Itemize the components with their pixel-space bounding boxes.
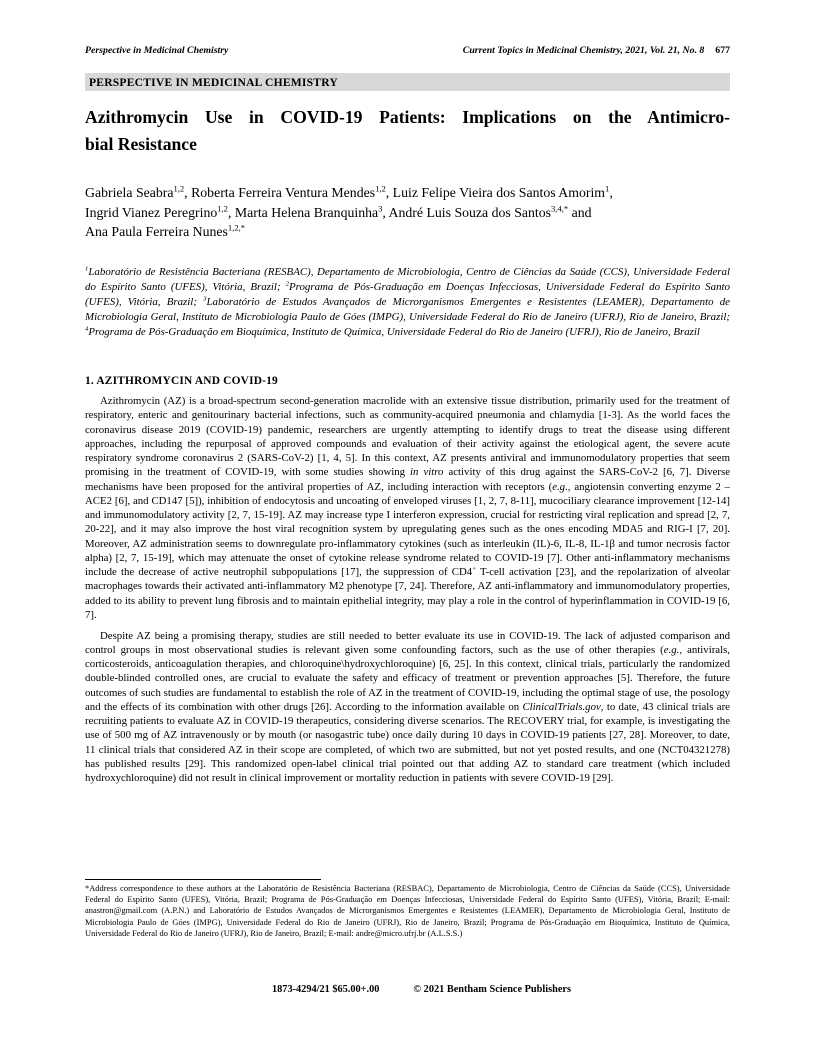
correspondence-footnote bbox=[85, 879, 730, 939]
article-title-line1: Azithromycin Use in COVID-19 Patients: Implications on the Antimicro- bbox=[85, 107, 730, 127]
intro-paragraph-2: Despite AZ being a promising therapy, studies are still needed to better evaluate its use in COVID-19. The lack of adjusted comparison and control groups in most observational studies is relevant given some confounding factors, such as the use of other therapies (e.g., antivirals, corticosteroids, anticoagulation therapies, and chloroquine\hydroxychloroquine) [6, 25]. In this context, clinical trials, particularly the randomized double-blinded controlled ones, are crucial to evaluate the safety and efficacy of treatment or prevention approaches [5]. Therefore, the future outcomes of such studies are fundamental to establish the role of AZ in the treatment of COVID-19, including the optimal stage of use, the posology and the effects of its combination with other drugs [26]. According to the information available on ClinicalTrials.gov, to date, 43 clinical trials are recruiting patients to evaluate AZ in COVID-19 therapeutics, considering diverse scenarios. The RECOVERY trial, for example, is investigating the use of 500 mg of AZ intravenously or by mouth (or nasogastric tube) once daily during 10 days in COVID-19 patients [27, 28]. Moreover, to date, 11 clinical trials that considered AZ in their scope are completed, of which two are submitted, but not yet posted results, and one (NCT04321278) has published results [29]. This randomized open-label clinical trial pointed out that adding AZ to standard care treatment (which included hydroxychloroquine) did not result in clinical improvement or mortality reduction in patients with severe COVID-19 [29]. bbox=[85, 629, 730, 784]
footnote-rule bbox=[85, 879, 321, 880]
section-banner bbox=[85, 73, 730, 91]
running-head-left: Perspective in Medicinal Chemistry bbox=[85, 45, 229, 56]
issn-price: 1873-4294/21 $65.00+.00 bbox=[272, 984, 380, 995]
journal-reference: Current Topics in Medicinal Chemistry, 2021, Vol. 21, No. 8 bbox=[462, 45, 705, 56]
section-1 bbox=[85, 375, 730, 785]
section-banner-label: PERSPECTIVE IN MEDICINAL CHEMISTRY bbox=[89, 76, 338, 89]
author-list: Gabriela Seabra$^{1,2}$, Roberta Ferreira Ventura Mendes$^{1,2}$, Luiz Felipe Vieira dos Santos Amorim$^1$, Ingrid Vianez Peregrino$^{1,2}$, Marta Helena Branquinha$^3$, André Luis Souza dos Santos$^{3,4,*}$ and Ana Paula Ferreira Nunes$^{1,2,*}$ bbox=[85, 183, 613, 239]
copyright-notice: © 2021 Bentham Science Publishers bbox=[413, 984, 571, 995]
affiliations: $^1$Laboratório de Resistência Bacteriana (RESBAC), Departamento de Microbiologia, Centro de Ciências da Saúde (CCS), Universidade Federal do Espírito Santo (UFES), Vitória, Brazil; $^2$Programa de Pós-Graduação em Doenças Infecciosas, Universidade Federal do Espírito Santo (UFES), Vitória, Brazil; $^3$Laboratório de Estudos Avançados de Microrganismos Emergentes e Resistentes (LEAMER), Departamento de Microbiologia Geral, Instituto de Microbiologia Paulo de Góes (IMPG), Universidade Federal do Rio de Janeiro (UFRJ), Rio de Janeiro, Brazil; $^4$Programa de Pós-Graduação em Bioquímica, Instituto de Química, Universidade Federal do Rio de Janeiro (UFRJ), Rio de Janeiro, Brazil bbox=[85, 265, 730, 338]
page-number: 677 bbox=[715, 45, 730, 56]
running-head bbox=[85, 45, 730, 56]
article-title bbox=[85, 104, 730, 157]
intro-paragraph-1: Azithromycin (AZ) is a broad-spectrum second-generation macrolide with an extensive tissue distribution, primarily used for the treatment of respiratory, enteric and genitourinary bacterial infections, such as community-acquired pneumonia and chlamydia [1-3]. As the world faces the coronavirus disease 2019 (COVID-19) pandemic, researchers are urgently attempting to identify drugs to treat the disease using different approaches, including the repurposal of approved compounds and evaluation of their activity against the etiological agent, the severe acute respiratory syndrome coronavirus 2 (SARS-CoV-2) [1, 4, 5]. In this context, AZ presents antiviral and immunomodulatory properties that seem promising in the treatment of COVID-19, with some studies showing in vitro activity of this drug against the SARS-CoV-2 [6, 7]. Diverse mechanisms have been proposed for the antiviral properties of AZ, including interaction with receptors (e.g., angiotensin converting enzyme 2 – ACE2 [6], and CD147 [5]), inhibition of endocytosis and uncoating of enveloped viruses [1, 2, 7, 8-11], mucociliary clearance improvement [12-14] and immunomodulatory activity [2, 7, 15-19]. AZ may increase type I interferon expression, crucial for restricting viral replication and spread [2, 7, 20-22], and it may also improve the host viral recognition system by upregulating genes such as the ones encoding MDA5 and RIG-I [7, 20]. Moreover, AZ administration seems to downregulate pro-inflammatory cytokines (such as interleukin (IL)-6, IL-8, IL-1β and tumor necrosis factor alpha) [2, 7, 15-19], which may attenuate the onset of cytokine release syndrome related to COVID-19 [7]. Other anti-inflammatory mechanisms include the decrease of active neutrophil subpopulations [17], the suppression of CD4+ T-cell activation [23], and the repolarization of alveolar macrophages towards their activated anti-inflammatory M2 phenotype [7, 24]. Therefore, AZ anti-inflammatory and immunomodulatory properties, added to its ability to prevent lung fibrosis and to maintain epithelial integrity, may play a role in the control of hyperinflammation in COVID-19 [6, 7]. bbox=[85, 395, 731, 621]
page-footer bbox=[85, 984, 730, 995]
article-title-line2: bial Resistance bbox=[85, 133, 197, 154]
section-heading: 1. AZITHROMYCIN AND COVID-19 bbox=[85, 375, 278, 387]
running-head-right bbox=[463, 45, 730, 56]
correspondence-footnote-text: *Address correspondence to these authors at the Laboratório de Resistência Bacteriana (RESBAC), Departamento de Microbiologia, Centro de Ciências da Saúde (CCS), Universidade Federal do Espírito Santo (UFES), Vitória, Brazil; Programa de Pós-Graduação em Doenças Infecciosas, Universidade Federal do Espírito Santo (UFES), Vitória, Brazil; E-mail: anastron@gmail.com (A.P.N.) and Laboratório de Estudos Avançados de Microrganismos Emergentes e Resistentes (LEAMER), Departamento de Microbiologia Geral, Instituto de Microbiologia Paulo de Góes (IMPG), Universidade Federal do Rio de Janeiro (UFRJ), Rio de Janeiro, Brazil; Programa de Pós-Graduação em Bioquímica, Instituto de Química, Universidade Federal do Rio de Janeiro (UFRJ), Rio de Janeiro, Brazil; E-mail: andre@micro.ufrj.br (A.L.S.S.) bbox=[85, 883, 730, 938]
